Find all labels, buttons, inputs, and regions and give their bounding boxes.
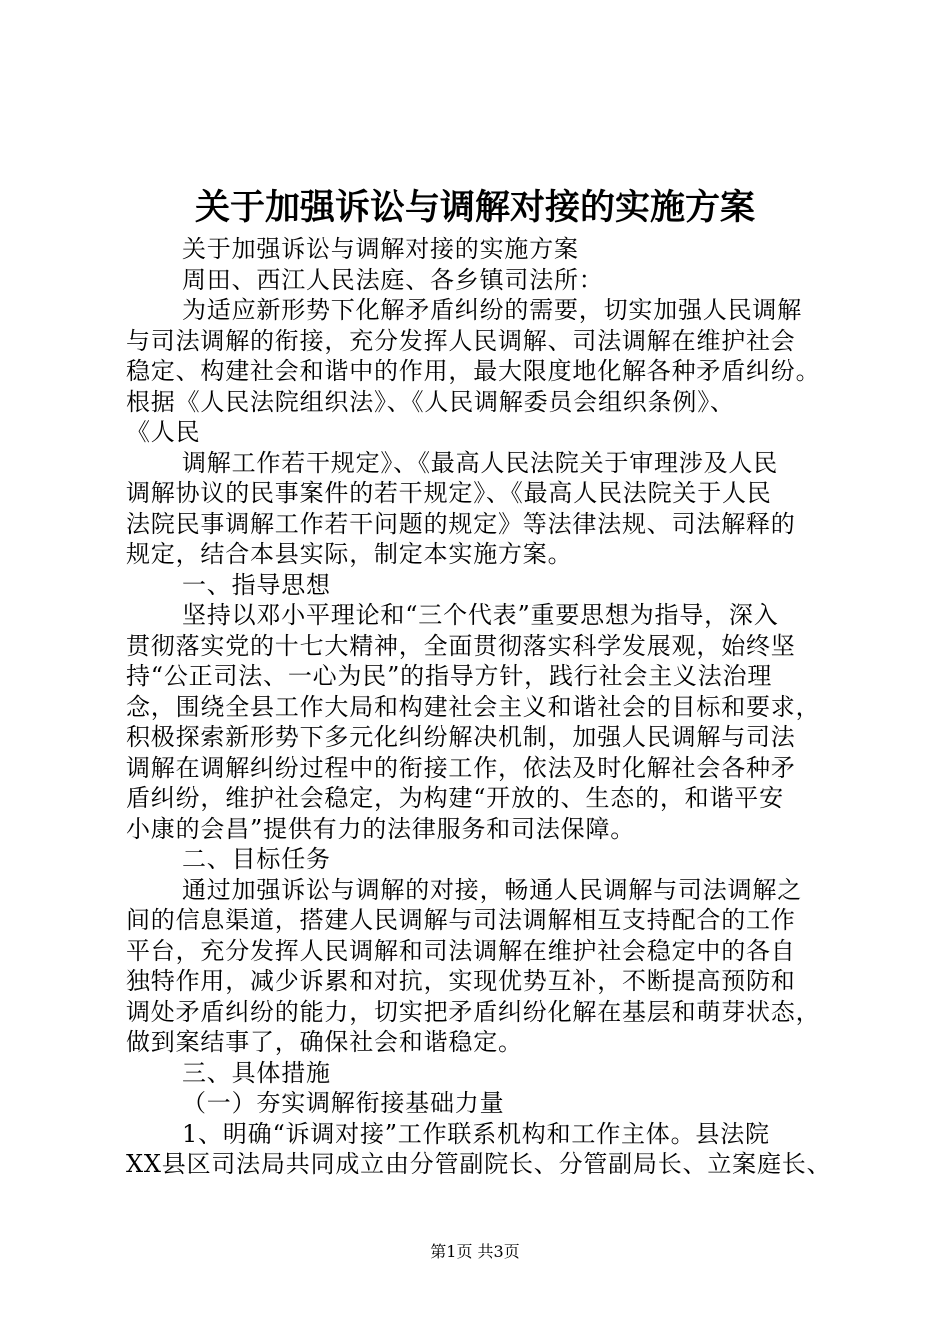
text-line: 独特作用，减少诉累和对抗，实现优势互补，不断提高预防和 [126, 967, 796, 995]
text-line: 三、具体措施 [182, 1058, 331, 1087]
text-line: 调解协议的民事案件的若干规定》、《最高人民法院关于人民 [126, 479, 772, 507]
text-line: 《人民 [126, 418, 201, 446]
text-line: 根据《人民法院组织法》、《人民调解委员会组织条例》、 [126, 387, 735, 416]
page-footer: 第1页 共3页 [430, 1242, 520, 1261]
text-line: 调解在调解纠纷过程中的衔接工作，依法及时化解社会各种矛 [126, 753, 796, 782]
text-line: 调解工作若干规定》、《最高人民法院关于审理涉及人民 [182, 448, 778, 477]
text-line: 贯彻落实党的十七大精神，全面贯彻落实科学发展观，始终坚 [126, 631, 796, 660]
document-title: 关于加强诉讼与调解对接的实施方案 [194, 187, 755, 228]
text-line: （一）夯实调解衔接基础力量 [182, 1089, 505, 1117]
text-line: 二、目标任务 [182, 845, 331, 873]
text-line: 通过加强诉讼与调解的对接，畅通人民调解与司法调解之 [182, 875, 802, 904]
text-line: 间的信息渠道，搭建人民调解与司法调解相互支持配合的工作 [126, 906, 796, 934]
text-line: 积极探索新形势下多元化纠纷解决机制，加强人民调解与司法 [126, 723, 796, 751]
text-line: 念，围绕全县工作大局和构建社会主义和谐社会的目标和要求， [126, 692, 821, 721]
text-line: 法院民事调解工作若干问题的规定》等法律法规、司法解释的 [126, 509, 796, 538]
text-line: 一、指导思想 [182, 570, 331, 599]
text-line: 关于加强诉讼与调解对接的实施方案 [182, 235, 579, 263]
text-line: 持“公正司法、一心为民”的指导方针，践行社会主义法治理 [126, 662, 773, 690]
text-line: 周田、西江人民法庭、各乡镇司法所： [182, 265, 604, 294]
text-line: 稳定、构建社会和谐中的作用，最大限度地化解各种矛盾纠纷。 [126, 357, 821, 385]
text-line: 做到案结事了，确保社会和谐稳定。 [126, 1028, 523, 1056]
text-line: 坚持以邓小平理论和“三个代表”重要思想为指导，深入 [182, 601, 779, 629]
text-line: 盾纠纷，维护社会稳定，为构建“开放的、生态的，和谐平安 [126, 784, 784, 812]
text-line: 小康的会昌”提供有力的法律服务和司法保障。 [126, 814, 636, 843]
text-line: 1、明确“诉调对接”工作联系机构和工作主体。县法院 [182, 1119, 770, 1148]
text-line: XX县区司法局共同成立由分管副院长、分管副局长、立案庭长、 [126, 1150, 832, 1178]
text-line: 为适应新形势下化解矛盾纠纷的需要，切实加强人民调解 [182, 296, 802, 324]
text-line: 平台，充分发挥人民调解和司法调解在维护社会稳定中的各自 [126, 936, 796, 965]
text-line: 规定，结合本县实际，制定本实施方案。 [126, 540, 573, 568]
document-body [126, 234, 838, 1180]
text-line: 调处矛盾纠纷的能力，切实把矛盾纠纷化解在基层和萌芽状态， [126, 997, 821, 1026]
text-line: 与司法调解的衔接，充分发挥人民调解、司法调解在维护社会 [126, 326, 796, 355]
